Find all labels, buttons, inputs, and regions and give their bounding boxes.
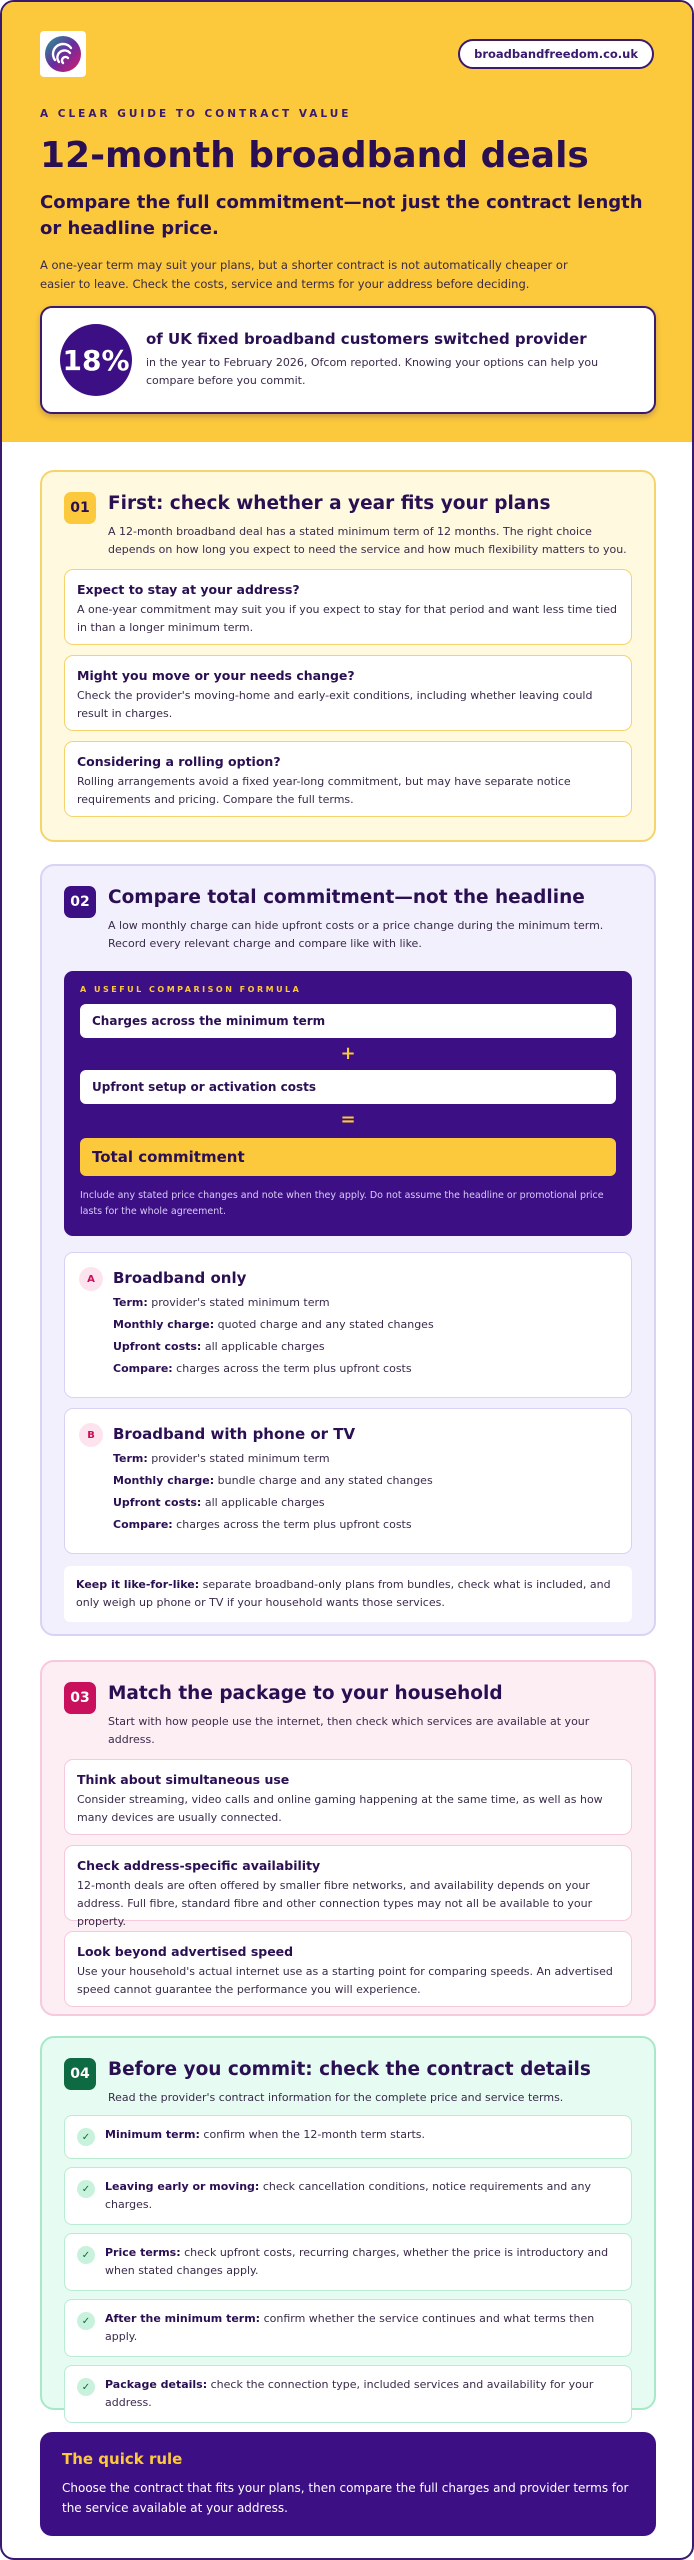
- option-card-broadband-only: [64, 1252, 632, 1398]
- option-line-label: Monthly charge:: [113, 1474, 215, 1487]
- checklist-item: [64, 2115, 632, 2159]
- info-card: [64, 655, 632, 731]
- check-text: [105, 2310, 619, 2346]
- check-icon: ✓: [77, 2246, 95, 2264]
- section-contract-details: [40, 2036, 656, 2410]
- section-header: [64, 2058, 632, 2107]
- hero-lead: A one-year term may suit your plans, but a shorter contract is not automatically cheaper or easier to leave. Check the costs, service and terms for your address before deciding.: [40, 258, 568, 291]
- section-description: Start with how people use the internet, then check which services are available at your address.: [108, 1715, 590, 1746]
- section-title: Compare total commitment—not the headline: [108, 887, 585, 908]
- option-letter: A: [79, 1267, 103, 1291]
- card-body: Consider streaming, video calls and online gaming happening at the same time, as well as how many devices are usually connected.: [77, 1793, 603, 1824]
- option-line-text: charges across the term plus upfront costs: [172, 1518, 412, 1531]
- check-text: [105, 2244, 619, 2280]
- info-card: [64, 1931, 632, 2007]
- option-line-text: bundle charge and any stated changes: [214, 1474, 433, 1487]
- formula-term-charges: Charges across the minimum term: [80, 1004, 616, 1038]
- check-label: Minimum term:: [105, 2128, 200, 2141]
- option-line-label: Monthly charge:: [113, 1318, 215, 1331]
- like-label: Keep it like-for-like:: [76, 1578, 200, 1591]
- check-body: confirm whether the service continues and what terms then apply.: [105, 2312, 595, 2343]
- section-title: Before you commit: check the contract details: [108, 2059, 591, 2080]
- section-description: A low monthly charge can hide upfront costs or a price change during the minimum term. Record every relevant charge and compare like with like.: [108, 919, 604, 950]
- option-line: [113, 1317, 434, 1333]
- check-text: [105, 2376, 619, 2412]
- section-title: Match the package to your household: [108, 1683, 503, 1704]
- section-description: Read the provider's contract information for the complete price and service terms.: [108, 2091, 564, 2104]
- checklist-item: [64, 2233, 632, 2291]
- checklist-item: [64, 2167, 632, 2225]
- page-title: 12-month broadband deals: [40, 135, 589, 176]
- stat-card: [40, 306, 656, 414]
- card-title: Check address-specific availability: [77, 1858, 321, 1873]
- info-card: [64, 1845, 632, 1928]
- option-line-text: provider's stated minimum term: [147, 1452, 330, 1465]
- section-title: First: check whether a year fits your plans: [108, 493, 551, 514]
- option-line: [113, 1473, 433, 1489]
- site-link-pill[interactable]: broadbandfreedom.co.uk: [458, 39, 654, 69]
- formula-upfront-costs: Upfront setup or activation costs: [80, 1070, 616, 1104]
- section-heading-text: [108, 1682, 632, 1749]
- like-text: separate broadband-only plans from bundles, check what is included, and only weigh up phone or TV if your household wants those services.: [76, 1578, 611, 1609]
- check-label: Leaving early or moving:: [105, 2180, 260, 2193]
- checklist-item: [64, 2299, 632, 2357]
- option-line: [113, 1517, 433, 1533]
- stat-title: of UK fixed broadband customers switched provider: [146, 330, 587, 348]
- formula-equals: =: [340, 1109, 356, 1130]
- section-heading-text: [108, 492, 632, 559]
- check-label: After the minimum term:: [105, 2312, 261, 2325]
- section-heading-text: [108, 886, 632, 953]
- check-body: check cancellation conditions, notice requirements and any charges.: [105, 2180, 592, 2211]
- option-line-text: charges across the term plus upfront costs: [172, 1362, 412, 1375]
- check-icon: ✓: [77, 2378, 95, 2396]
- hero-kicker: A CLEAR GUIDE TO CONTRACT VALUE: [40, 108, 352, 120]
- option-line-text: provider's stated minimum term: [147, 1296, 330, 1309]
- option-line: [113, 1451, 433, 1467]
- checklist-item: [64, 2365, 632, 2423]
- check-body: confirm when the 12-month term starts.: [199, 2128, 426, 2141]
- option-content: [113, 1267, 434, 1383]
- formula-total: Total commitment: [80, 1138, 616, 1176]
- option-line-label: Upfront costs:: [113, 1340, 202, 1353]
- formula-kicker: A USEFUL COMPARISON FORMULA: [80, 985, 302, 994]
- hero-top-bar: [40, 30, 654, 78]
- option-letter: B: [79, 1423, 103, 1447]
- quick-rule-banner: [40, 2432, 656, 2536]
- option-title: Broadband with phone or TV: [113, 1425, 356, 1443]
- option-line-label: Compare:: [113, 1518, 173, 1531]
- page-subtitle: Compare the full commitment—not just the contract length or headline price.: [40, 192, 643, 239]
- section-number: 02: [64, 886, 96, 918]
- check-icon: ✓: [77, 2312, 95, 2330]
- card-body: Check the provider's moving-home and early-exit conditions, including whether leaving could result in charges.: [77, 689, 593, 720]
- info-card: [64, 569, 632, 645]
- check-icon: ✓: [77, 2180, 95, 2198]
- option-line-text: all applicable charges: [201, 1496, 325, 1509]
- card-body: 12-month deals are often offered by smaller fibre networks, and availability depends on your address. Full fibre, standard fibre and other connection types may not all be available to your property.: [77, 1879, 593, 1928]
- stat-subtitle: in the year to February 2026, Ofcom reported. Knowing your options can help you compare before you commit.: [146, 356, 599, 387]
- check-body: check the connection type, included services and availability for your address.: [105, 2378, 594, 2409]
- card-body: Use your household's actual internet use as a starting point for comparing speeds. An advertised speed cannot guarantee the performance you will experience.: [77, 1965, 613, 1996]
- info-card: [64, 1759, 632, 1835]
- section-header: [64, 1682, 632, 1749]
- option-line-label: Upfront costs:: [113, 1496, 202, 1509]
- card-body: A one-year commitment may suit you if you expect to stay for that period and want less time tied in than a longer minimum term.: [77, 603, 617, 634]
- option-line-label: Term:: [113, 1296, 148, 1309]
- formula-note: Include any stated price changes and note when they apply. Do not assume the headline or promotional price lasts for the whole agreement.: [80, 1190, 604, 1217]
- wifi-logo-icon[interactable]: [40, 31, 86, 77]
- section-description: A 12-month broadband deal has a stated minimum term of 12 months. The right choice depends on how long you expect to need the service and how much flexibility matters to you.: [108, 525, 627, 556]
- option-line: [113, 1339, 434, 1355]
- option-line: [113, 1361, 434, 1377]
- section-header: [64, 492, 632, 559]
- option-line: [113, 1495, 433, 1511]
- stat-text: [146, 330, 636, 390]
- option-line-label: Term:: [113, 1452, 148, 1465]
- card-title: Might you move or your needs change?: [77, 668, 355, 683]
- section-heading-text: [108, 2058, 591, 2107]
- formula-plus: +: [340, 1043, 356, 1064]
- option-line: [113, 1295, 434, 1311]
- quick-rule-body: Choose the contract that fits your plans, then compare the full charges and provider terms for the service available at your address.: [62, 2481, 629, 2515]
- card-title: Look beyond advertised speed: [77, 1944, 294, 1959]
- card-title: Think about simultaneous use: [77, 1772, 290, 1787]
- check-label: Package details:: [105, 2378, 208, 2391]
- card-title: Considering a rolling option?: [77, 754, 281, 769]
- section-number: 04: [64, 2058, 96, 2090]
- section-plans-fit: [40, 470, 656, 842]
- stat-value: 18%: [60, 324, 132, 396]
- section-household-match: [40, 1660, 656, 2016]
- check-text: [105, 2126, 425, 2144]
- check-body: check upfront costs, recurring charges, whether the price is introductory and when stated changes apply.: [105, 2246, 609, 2277]
- section-header: [64, 886, 632, 953]
- check-icon: ✓: [77, 2128, 95, 2146]
- option-content: [113, 1423, 433, 1539]
- card-body: Rolling arrangements avoid a fixed year-long commitment, but may have separate notice requirements and pricing. Compare the full terms.: [77, 775, 571, 806]
- hero-header: [2, 2, 692, 442]
- section-total-commitment: [40, 864, 656, 1636]
- option-title: Broadband only: [113, 1269, 247, 1287]
- check-label: Price terms:: [105, 2246, 181, 2259]
- like-for-like-note: [64, 1566, 632, 1622]
- quick-rule-title: The quick rule: [62, 2450, 183, 2468]
- option-line-text: all applicable charges: [201, 1340, 325, 1353]
- comparison-formula: [64, 971, 632, 1236]
- info-card: [64, 741, 632, 817]
- section-number: 03: [64, 1682, 96, 1714]
- option-line-text: quoted charge and any stated changes: [214, 1318, 434, 1331]
- card-title: Expect to stay at your address?: [77, 582, 300, 597]
- check-text: [105, 2178, 619, 2214]
- section-number: 01: [64, 492, 96, 524]
- option-line-label: Compare:: [113, 1362, 173, 1375]
- option-card-bundle: [64, 1408, 632, 1554]
